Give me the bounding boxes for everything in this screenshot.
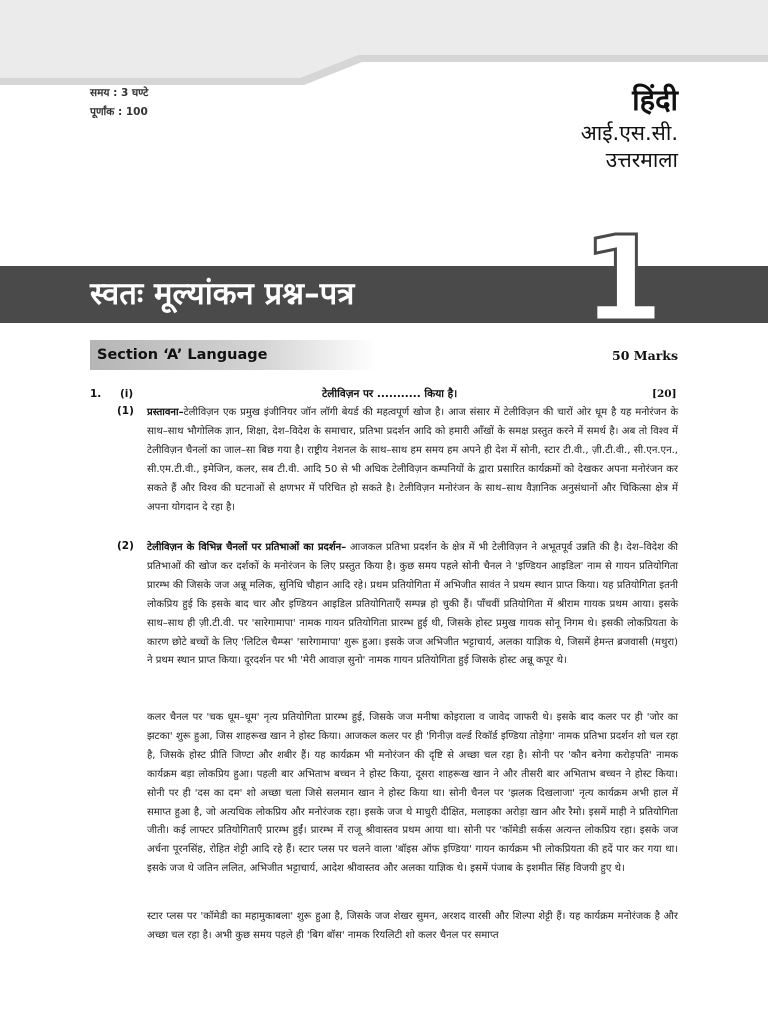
para-number: (1) xyxy=(117,405,134,417)
paragraph-text: स्टार प्लस पर 'कॉमेडी का महामुकाबला' शुरू हुआ है, जिसके जज शेखर सुमन, अरशद वारसी और शिल्पा शेट्टी हैं। यह कार्यक्रम मनोरंजक है और अच्छा चल रहा है। अभी कुछ समय पहले ही 'बिग बॉस' नामक रियलिटी शो कलर चैनल पर समाप्त xyxy=(147,911,678,941)
paragraph-intro xyxy=(147,404,678,517)
paragraph-star-plus xyxy=(147,908,678,946)
paragraph-lead: प्रस्तावना– xyxy=(147,407,184,418)
board-name: आई.एस.सी. xyxy=(580,121,678,145)
paragraph-text: टेलीविज़न एक प्रमुख इंजीनियर जॉन लॉगी बेयर्ड की महत्वपूर्ण खोज है। आज संसार में टेलीविज़न की चारों ओर धूम है यह मनोरंजन के साथ–साथ भौगोलिक ज्ञान, शिक्षा, देश–विदेश के समाचार, प्रतिभा प्रदर्शन आदि को हमारी आँखों के समक्ष प्रस्तुत करने में समर्थ है। अब तो विश्व में टेलीविज़न चैनलों का जाल–सा बिछ गया है। राष्ट्रीय नेशनल के साथ–साथ हम समय हम अपने ही देश में सोनी, स्टार टी.वी., ज़ी.टी.वी., सी.एन.एन., सी.एम.टी.वी., इमेजिन, कलर, सब टी.वी. आदि 50 से भी अधिक टेलीविज़न कम्पनियों के द्वारा प्रसारित कार्यक्रमों को देखकर अपना मनोरंजन कर सकते हैं और विश्व की घटनाओं से क्षणभर में परिचित हो सकते है। टेलीविज़न मनोरंजन के साथ–साथ वैज्ञानिक अनुसंधानों और चिकित्सा क्षेत्र में अपना योगदान दे रहा है। xyxy=(147,407,678,513)
section-label: Section ‘A’ Language xyxy=(97,347,268,363)
section-marks: 50 Marks xyxy=(612,348,678,363)
paragraph-text: कलर चैनल पर 'चक धूम–धूम' नृत्य प्रतियोगिता प्रारम्भ हुई, जिसके जज मनीषा कोइराला व जावेद जाफरी थे। इसके बाद कलर पर ही 'जोर का झटका' शुरू हुआ, जिस शाहरूख खान ने होस्ट किया। आजकल कलर पर ही 'गिनीज़ वर्ल्ड रिकॉर्ड इण्डिया तोड़ेगा' नामक प्रतिभा प्रदर्शन शो चल रहा है, जिसके होस्ट प्रीति जिण्टा और शबीर हैं। यह कार्यक्रम भी मनोरंजन की दृष्टि से अच्छा चल रहा है। सोनी पर 'कौन बनेगा करोड़पति' नामक कार्यक्रम बड़ा लोकप्रिय हुआ। पहली बार अभिताभ बच्चन ने होस्ट किया, दूसरा शाहरूख खान ने और तीसरी बार अभिताभ बच्चन ने होस्ट किया। सोनी पर ही 'दस का दम' शो अच्छा चला जिसे सलमान खान ने होस्ट किया था। सोनी चैनल पर 'झलक दिखलाजा' नृत्य कार्यक्रम अभी हाल में समाप्त हुआ है, जो अत्यधिक लोकप्रिय और मनोरंजक रहा। इसके जज थे माधुरी दीक्षित, मलाइका अरोड़ा खान और रैमो। इसमें माही ने प्रतियोगिता जीती। कई लाफ्टर प्रतियोगिताएँ प्रारम्भ हुईं। प्रारम्भ में राजू श्रीवास्तव प्रथम आया था। सोनी पर 'कॉमेडी सर्कस अत्यन्त लोकप्रिय रहा। इसके जज अर्चना पूरनसिंह, रोहित शेट्टी आदि रहे हैं। स्टार प्लस पर चलने वाला 'बॉइस ऑफ इण्डिया' गायन कार्यक्रम भी लोकप्रियता की हदें पार कर गया था। इसके जज थे जतिन ललित, अभिजीत भट्टाचार्य, आदेश श्रीवास्तव और अलका याज्ञिक थे। इसमें पंजाब के इशमीत सिंह विजयी हुए थे। xyxy=(147,712,678,875)
question-marks: [20] xyxy=(652,388,677,400)
exam-meta xyxy=(90,84,148,122)
paragraph-colors-channel xyxy=(147,709,678,879)
paragraph-lead: टेलीविज़न के विभिन्न चैनलों पर प्रतिभाओं का प्रदर्शन– xyxy=(147,542,347,553)
question-title: टेलीविज़न पर ........... किया है। xyxy=(322,388,458,400)
para-number: (2) xyxy=(117,540,134,552)
question-number: 1. xyxy=(90,388,102,400)
series-name: उत्तरमाला xyxy=(605,148,678,172)
paper-number-text: 1 xyxy=(581,228,665,328)
subject-name: हिंदी xyxy=(632,83,678,117)
subject-block xyxy=(581,80,678,174)
question-sub: (i) xyxy=(120,388,134,400)
page-title: स्वतः मूल्यांकन प्रश्न–पत्र xyxy=(90,276,355,312)
paragraph-text: आजकल प्रतिभा प्रदर्शन के क्षेत्र में भी टेलीविज़न ने अभूतपूर्व उन्नति की है। देश–विदेश की प्रतिभाओं की खोज कर दर्शकों के मनोरंजन के लिए प्रस्तुत किया है। कुछ समय पहले सोनी चैनल ने 'इण्डियन आइडिल' नाम से गायन प्रतियोगिता प्रारम्भ की जिसके जज अन्नू मलिक, सुनिधि चौहान आदि रहे। प्रथम प्रतियोगिता में अभिजीत सावंत ने प्रथम स्थान प्राप्त किया। यह प्रतियोगिता इतनी लोकप्रिय हुई कि इसके बाद चार और इण्डियन आइडिल प्रतियोगिताएँ सम्पन्न हो चुकी हैं। पाँचवीं प्रतियोगिता में श्रीराम गायक प्रथम आया। इसके साथ–साथ ही ज़ी.टी.वी. पर 'सारेगामापा' नामक गायन प्रतियोगिता प्रारम्भ हुई थी, जिसके होस्ट प्रमुख गायक सोनू निगम थे। इसकी लोकप्रियता के कारण छोटे बच्चों के लिए 'लिटिल चैम्प्स' 'सारेगामापा' शुरू हुआ। इसके जज अभिजीत भट्टाचार्य, अलका याज्ञिक थे, जिसमें हेमन्त ब्रजवासी (मथुरा) ने प्रथम स्थान प्राप्त किया। दूरदर्शन पर भी 'मेरी आवाज़ सुनो' नामक गायन प्रतियोगिता हुई जिसके होस्ट अन्नू कपूर थे। xyxy=(147,542,679,667)
paper-number xyxy=(578,228,668,328)
paragraph-talent xyxy=(147,539,678,671)
exam-time: समय : 3 घण्टे xyxy=(90,87,149,99)
exam-total-marks: पूर्णांक : 100 xyxy=(90,106,148,118)
